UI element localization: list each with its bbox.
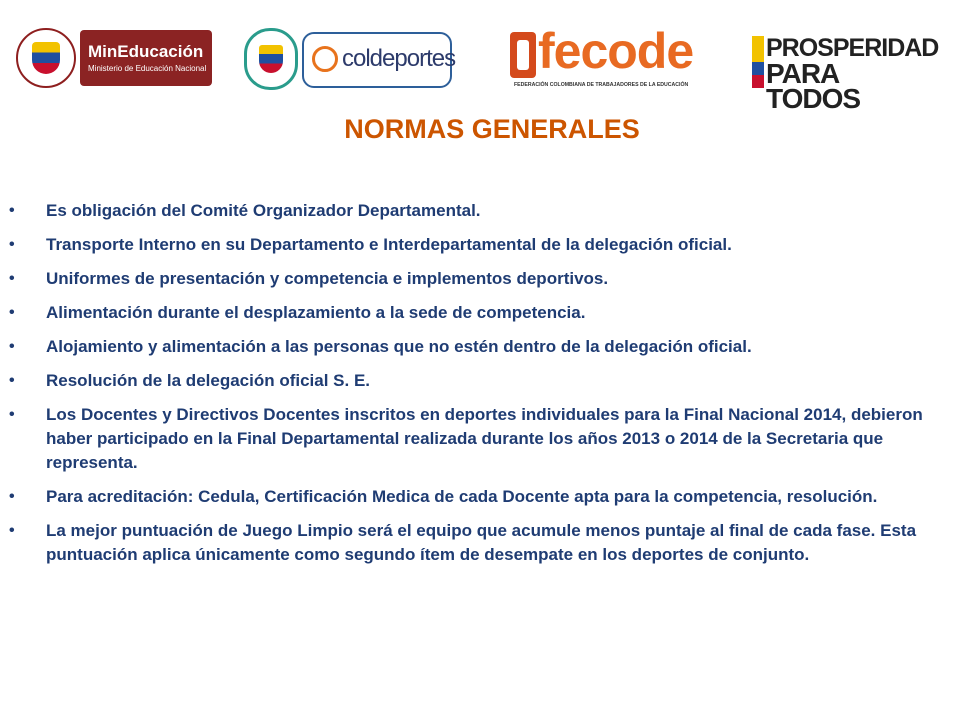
rules-list	[46, 199, 948, 577]
fecode-name: fecode	[538, 23, 694, 79]
list-item: • Para acreditación: Cedula, Certificación Medica de cada Docente apta para la competencia, resolución.	[46, 485, 948, 509]
list-item: • Es obligación del Comité Organizador Departamental.	[46, 199, 948, 223]
list-item: • Resolución de la delegación oficial S. E.	[46, 369, 948, 393]
fecode-subtitle: FEDERACIÓN COLOMBIANA DE TRABAJADORES DE LA EDUCACIÓN	[514, 82, 689, 88]
mineducacion-subtitle: Ministerio de Educación Nacional	[88, 64, 207, 73]
coldeportes-name: coldeportes	[342, 45, 456, 72]
coldeportes-mark-icon	[312, 46, 338, 72]
colombia-seal-icon	[244, 28, 298, 90]
fecode-mark-icon	[510, 32, 536, 78]
page-title: NORMAS GENERALES	[344, 114, 640, 144]
prosperidad-line2: PARA TODOS	[766, 58, 861, 114]
colombia-flag-icon	[752, 36, 764, 88]
logo-bar	[0, 22, 960, 114]
coldeportes-logo	[244, 28, 456, 90]
list-item: • Los Docentes y Directivos Docentes inscritos en deportes individuales para la Final Nacional 2014, debieron haber participado en la Final Departamental realizada durante los años 2013 o 2014 de la Secretaria que representa.	[46, 403, 948, 475]
list-item: • Alojamiento y alimentación a las personas que no estén dentro de la delegación oficial.	[46, 335, 948, 359]
fecode-logo	[510, 23, 694, 92]
prosperidad-logo	[752, 34, 939, 114]
mineducacion-title: MinEducación	[88, 42, 204, 61]
list-item: • Alimentación durante el desplazamiento a la sede de competencia.	[46, 301, 948, 325]
colombia-seal-icon	[16, 28, 76, 88]
prosperidad-line1: PROSPERIDAD	[766, 34, 939, 62]
list-item: • La mejor puntuación de Juego Limpio será el equipo que acumule menos puntaje al final de cada fase. Esta puntuación aplica únicamente como segundo ítem de desempate en los deportes de conjunto.	[46, 519, 948, 567]
list-item: • Uniformes de presentación y competencia e implementos deportivos.	[46, 267, 948, 291]
mineducacion-logo	[16, 28, 212, 88]
list-item: • Transporte Interno en su Departamento e Interdepartamental de la delegación oficial.	[46, 233, 948, 257]
